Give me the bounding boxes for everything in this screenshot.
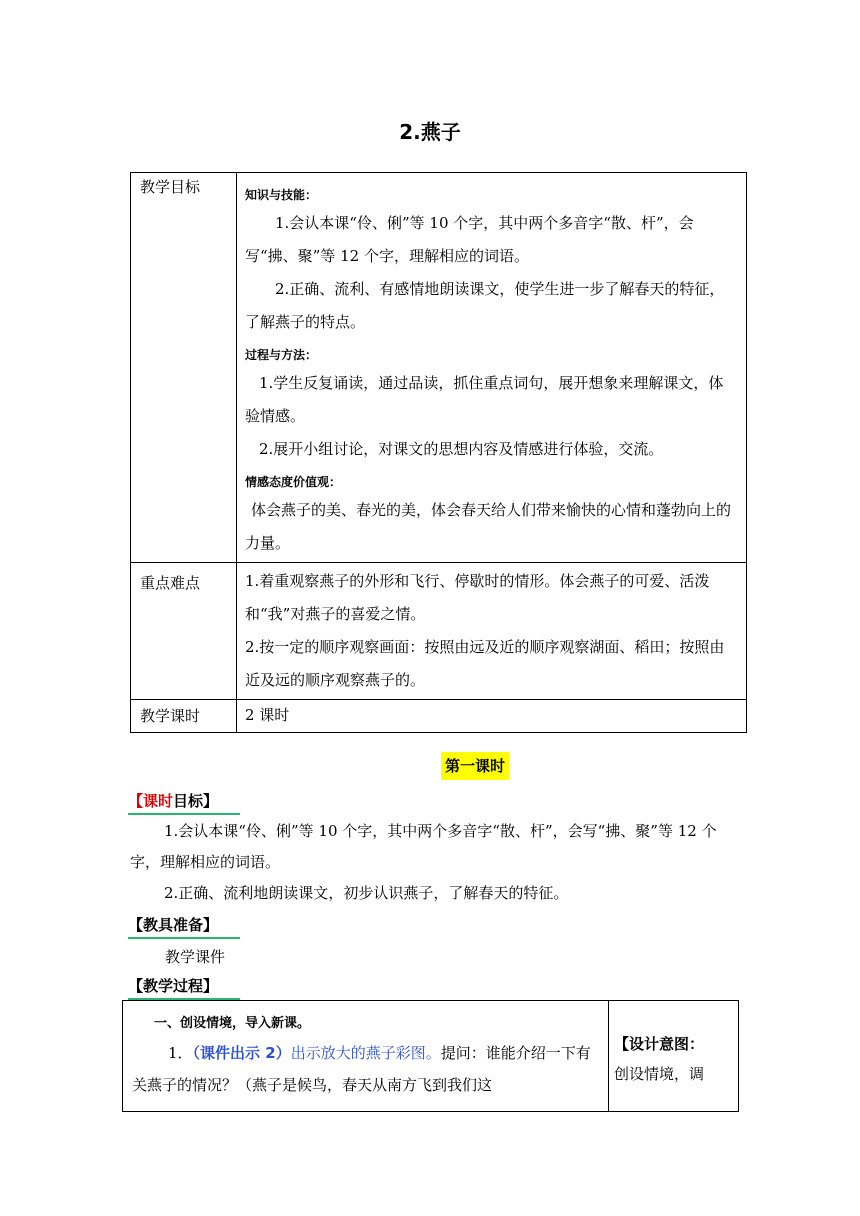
step-rest-text: 提问：谁能介绍一下有关燕子的情况？（燕子是候鸟，春天从南方飞到我们这 (132, 1044, 591, 1094)
keypoint-item-1: 1.着重观察燕子的外形和飞行、停歇时的情形。体会燕子的可爱、活泼和“我”对燕子的喜爱之情。 (245, 572, 710, 623)
process-main-cell (123, 1001, 609, 1112)
keypoints-content (237, 563, 747, 700)
emotion-heading: 情感态度价值观： (245, 475, 342, 489)
lesson-goal-2: 2.正确、流利地朗读课文，初步认识燕子，了解春天的特征。 (164, 884, 569, 902)
keypoint-item-2: 2.按一定的顺序观察画面：按照由远及近的顺序观察湖面、稻田；按照由近及远的顺序观察燕子的。 (245, 638, 725, 689)
process-item-1: 1.学生反复诵读，通过品读，抓住重点词句，展开想象来理解课文，体验情感。 (245, 374, 724, 425)
knowledge-item-2: 2.正确、流利、有感情地朗读课文，使学生进一步了解春天的特征，了解燕子的特点。 (245, 280, 725, 331)
knowledge-heading: 知识与技能： (245, 188, 318, 202)
page-title: 2.燕子 (399, 120, 461, 144)
objectives-row (131, 173, 747, 563)
design-intent-cell (609, 1001, 739, 1112)
process-section-heading: 【教学过程】 (128, 975, 240, 1000)
process-heading: 过程与方法： (245, 348, 318, 362)
keypoints-row (131, 563, 747, 700)
process-item-2: 2.展开小组讨论，对课文的思想内容及情感进行体验，交流。 (259, 440, 664, 458)
step-number: 1． (168, 1044, 193, 1062)
lesson-heading: 第一课时 (441, 752, 509, 780)
hours-row (131, 700, 747, 733)
objectives-content (237, 173, 747, 563)
courseware-text: 出示放大的燕子彩图。 (290, 1044, 441, 1062)
prep-item: 教学课件 (165, 948, 226, 966)
design-text: 创设情境，调 (614, 1065, 705, 1083)
overview-table (130, 172, 747, 733)
design-heading: 【设计意图： (614, 1035, 705, 1053)
hours-value: 2 课时 (237, 700, 747, 733)
hours-label: 教学课时 (131, 700, 237, 733)
step-paragraph (132, 1037, 600, 1101)
lesson-goal-1: 1.会认本课“伶、俐”等 10 个字，其中两个多音字“散、杆”，会写“拂、聚”等 12 个字，理解相应的词语。 (130, 822, 717, 871)
step-heading: 一、创设情境，导入新课。 (154, 1016, 311, 1031)
emotion-item-1: 体会燕子的美、春光的美，体会春天给人们带来愉快的心情和蓬勃向上的力量。 (245, 501, 732, 552)
lesson-goal-heading (128, 790, 240, 815)
lesson-goals (130, 816, 742, 909)
process-row (123, 1001, 739, 1112)
prep-heading: 【教具准备】 (128, 914, 240, 939)
goal-red-text: 课时 (143, 792, 174, 810)
knowledge-item-1: 1.会认本课“伶、俐”等 10 个字，其中两个多音字“散、杆”，会写“拂、聚”等 12 个字，理解相应的词语。 (245, 214, 694, 265)
process-table (122, 1000, 739, 1112)
goal-rest-text: 目标】 (173, 792, 219, 810)
goal-bracket-open: 【 (128, 792, 144, 810)
objectives-label: 教学目标 (131, 173, 237, 563)
keypoints-label: 重点难点 (131, 563, 237, 700)
courseware-marker: （课件出示 2） (192, 1044, 291, 1062)
